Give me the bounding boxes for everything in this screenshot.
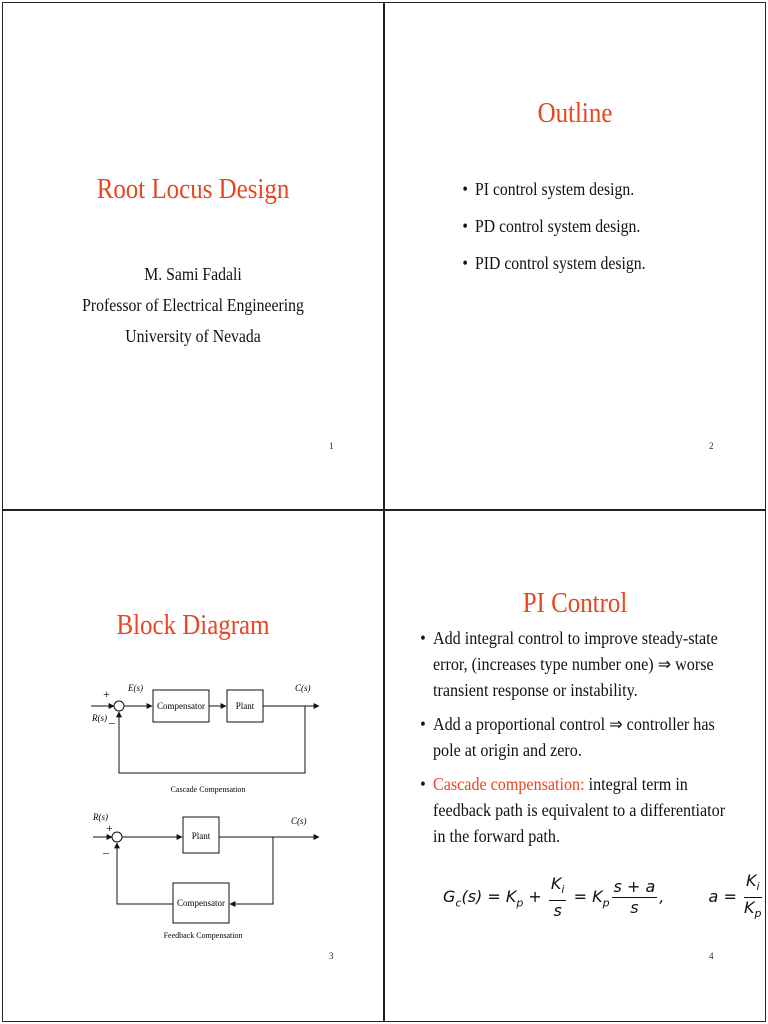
- feedback-compensation-diagram: [3, 807, 383, 947]
- cascade-compensation-diagram: [3, 671, 383, 811]
- slide-title: PI Control: [522, 587, 628, 619]
- plant-label: Plant: [235, 701, 255, 711]
- feedback-caption: Feedback Compensation: [163, 931, 243, 940]
- plant-label: Plant: [191, 831, 211, 841]
- compensator-label: Compensator: [177, 898, 225, 908]
- bullet-list: [433, 625, 740, 857]
- compensator-label: Compensator: [157, 701, 205, 711]
- error-label: E(s): [128, 683, 143, 693]
- page-number: 2: [709, 441, 714, 451]
- author-block: [22, 259, 364, 352]
- summing-junction: [114, 701, 124, 711]
- output-label: C(s): [295, 683, 311, 693]
- list-item: • Add a proportional control ⇒ controller has pole at origin and zero.: [433, 711, 740, 763]
- output-label: C(s): [291, 816, 307, 826]
- author-position: Professor of Electrical Engineering: [82, 295, 304, 315]
- plus-sign: +: [103, 687, 110, 701]
- list-item: [433, 771, 740, 849]
- plus-sign: +: [106, 821, 113, 835]
- input-label: R(s): [93, 812, 108, 822]
- fraction: $\frac{s + a}{s}$: [613, 877, 656, 918]
- summing-junction: [112, 832, 122, 842]
- page-number: 4: [709, 951, 714, 961]
- list-item: • Add integral control to improve steady-state error, (increases type number one) ⇒ worse transient response or instability.: [433, 625, 740, 703]
- list-item: • PI control system design.: [475, 171, 646, 208]
- fraction: $\frac{K_i}{s}$: [550, 874, 565, 921]
- fraction: $\frac{K_i}{K_p}$: [743, 871, 762, 921]
- input-label: R(s): [92, 713, 107, 723]
- slide-3: [2, 510, 384, 1022]
- outline-list: [475, 171, 646, 282]
- minus-sign: –: [103, 845, 109, 859]
- author-name: M. Sami Fadali: [144, 264, 242, 284]
- slide-title: Block Diagram: [116, 609, 270, 641]
- page-number: 1: [329, 441, 334, 451]
- slide-2: [384, 2, 766, 510]
- minus-sign: –: [109, 715, 115, 729]
- slide-4: [384, 510, 766, 1022]
- slide-1: [2, 2, 384, 510]
- slide-title: Root Locus Design: [96, 173, 290, 205]
- list-item: • PD control system design.: [475, 208, 646, 245]
- slide-title: Outline: [537, 97, 613, 129]
- page-number: 3: [329, 951, 334, 961]
- list-item: • PID control system design.: [475, 245, 646, 282]
- cascade-caption: Cascade Compensation: [170, 785, 246, 794]
- pi-formula: $G_c(s) = K_p$ + $\frac{K_i}{s}$ = $K_p$ $\frac{s + a}{s}$ , a = $\frac{K_i}{K_p}$: [443, 871, 764, 924]
- highlight-text: Cascade compensation:: [433, 774, 585, 794]
- body-text: integral term in feedback path is equivalent to a differentiator in the forward path.: [433, 774, 726, 846]
- author-institution: University of Nevada: [125, 326, 261, 346]
